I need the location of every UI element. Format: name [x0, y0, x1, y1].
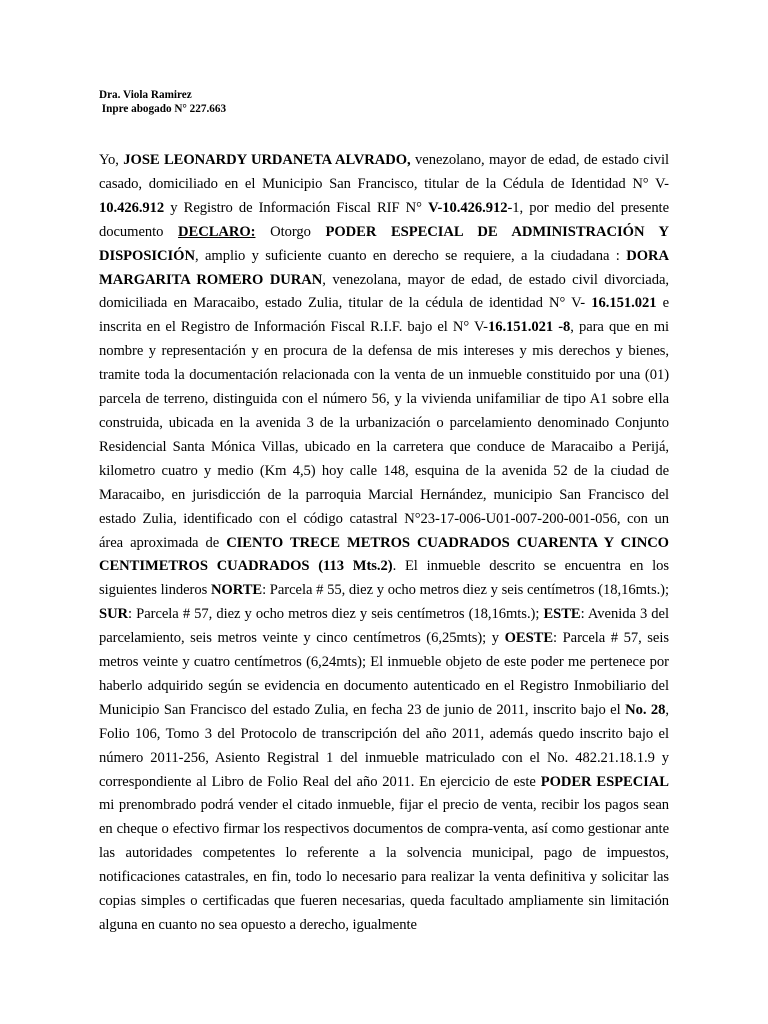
text-segment: , venezolana, mayor de edad, de estado civil divorciada, domiciliada en Maracaibo, estado Zulia, titular de la cédula de identidad N° V- — [99, 271, 669, 312]
attorney-name: Dra. Viola Ramirez — [99, 89, 192, 101]
text-segment: venezolano, mayor de edad, de estado civil casado, domiciliado en el Municipio San Francisco, titular de la Cédula de Identidad N° V- — [99, 152, 669, 192]
text-segment: mi prenombrado podrá vender el citado inmueble, fijar el precio de venta, recibir los pagos sean en cheque o efectivo firmar los respectivos documentos de compra-venta, así como gestionar ante las autoridades competentes lo referente a la solvencia municipal, pago de impuestos, notificaciones catastrales, en fin, todo lo necesario para realizar la venta definitiva y solicitar las copias simples o certificadas que fueren necesarias, queda facultado ampliamente sin limitación alguna en cuanto no sea opuesto a derecho, igualmente — [99, 797, 669, 933]
text-segment: : Parcela # 57, diez y ocho metros diez y seis centímetros (18,16mts.); — [128, 606, 544, 623]
emphasized-text-segment: PODER ESPECIAL — [540, 773, 669, 790]
emphasized-text-segment: OESTE — [504, 630, 554, 647]
text-segment: -1, por medio del presente documento — [99, 199, 669, 240]
text-segment: : Parcela # 55, diez y ocho metros diez y seis centímetros (18,16mts.); — [262, 582, 669, 599]
text-segment: Yo, — [99, 152, 124, 168]
text-segment: : Avenida 3 del parcelamiento, seis metros veinte y cinco centímetros (6,25mts); y — [99, 606, 669, 647]
emphasized-text-segment: SUR — [99, 606, 129, 623]
emphasized-text-segment: 16.151.021 -8 — [487, 319, 571, 336]
emphasized-text-segment: 10.426.912 — [99, 199, 165, 216]
emphasized-text-segment: V-10.426.912 — [428, 199, 508, 216]
emphasized-text-segment: DECLARO: — [178, 223, 256, 240]
emphasized-text-segment: DORA MARGARITA ROMERO DURAN — [99, 247, 669, 288]
text-segment: Otorgo — [255, 223, 326, 240]
emphasized-text-segment: CIENTO TRECE METROS CUADRADOS CUARENTA Y CINCO CENTIMETROS CUADRADOS (113 Mts.2) — [99, 534, 669, 575]
emphasized-text-segment: ESTE — [543, 606, 581, 623]
text-segment: . El inmueble descrito se encuentra en los siguientes linderos — [99, 558, 669, 599]
text-segment: , Folio 106, Tomo 3 del Protocolo de transcripción del año 2011, además quedo inscrito bajo el número 2011-256, Asiento Registral 1 del inmueble matriculado con el No. 482.21.18.1.9 y correspondiente al Libro de Folio Real del año 2011. En ejercicio de este — [99, 701, 669, 790]
text-segment: y Registro de Información Fiscal RIF N° — [164, 199, 429, 216]
emphasized-text-segment: No. 28 — [625, 701, 666, 718]
text-segment: : Parcela # 57, seis metros veinte y cuatro centímetros (6,24mts); El inmueble objeto de este poder me pertenece por haberlo adquirido según se evidencia en documento autenticado en el Registro Inmobiliario del Municipio San Francisco del estado Zulia, en fecha 23 de junio de 2011, inscrito bajo el — [99, 630, 669, 718]
attorney-inpre-number: Inpre abogado N° 227.663 — [99, 102, 227, 115]
text-segment: , para que en mi nombre y representación y en procura de la defensa de mis intereses y mis derechos y bienes, tramite toda la documentación relacionada con la venta de un inmueble constituido por una (01) parcela de terreno, distinguida con el número 56, y la vivienda unifamiliar de tipo A1 sobre ella construida, ubicada en la avenida 3 de la urbanización o parcelamiento denominado Conjunto Residencial Santa Mónica Villas, ubicado en la carretera que conduce de Maracaibo a Perijá, kilometro cuatro y medio (Km 4,5) hoy calle 148, esquina de la avenida 52 de la ciudad de Maracaibo, en jurisdicción de la parroquia Marcial Hernández, municipio San Francisco del estado Zulia, identificado con el código catastral N°23-17-006-U01-007-200-001-056, con un área aproximada de — [99, 319, 670, 551]
emphasized-text-segment: NORTE — [210, 582, 263, 599]
text-segment: e inscrita en el Registro de Información Fiscal R.I.F. bajo el N° V- — [99, 295, 670, 336]
text-segment: , amplio y suficiente cuanto en derecho se requiere, a la ciudadana : — [194, 247, 627, 264]
power-of-attorney-paragraph — [99, 149, 669, 938]
emphasized-text-segment: PODER ESPECIAL DE ADMINISTRACIÓN Y DISPOSICIÓN — [99, 223, 669, 264]
emphasized-text-segment: JOSE LEONARDY URDANETA ALVRADO, — [123, 152, 411, 168]
emphasized-text-segment: 16.151.021 — [591, 295, 657, 312]
